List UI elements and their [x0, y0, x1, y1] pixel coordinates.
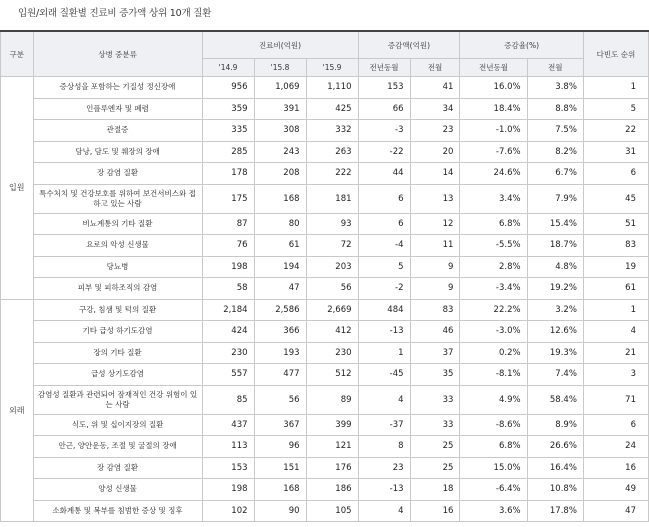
- table-body: [1, 77, 649, 522]
- cost-2015-08: 61: [254, 235, 306, 257]
- disease-name: 담낭, 담도 및 췌장의 장애: [33, 141, 202, 163]
- rate-mom: 26.6%: [527, 436, 583, 458]
- rate-mom: 15.4%: [527, 213, 583, 235]
- header-diff: 증감액(억원): [358, 31, 460, 59]
- diff-mom: 25: [410, 436, 460, 458]
- rate-yoy: 24.6%: [460, 163, 527, 185]
- diff-yoy: -2: [358, 278, 410, 300]
- table-row: [1, 98, 649, 120]
- cost-2015-09: 56: [306, 278, 358, 300]
- table-row: [1, 436, 649, 458]
- diff-mom: 83: [410, 299, 460, 321]
- cost-2015-08: 56: [254, 385, 306, 414]
- header-disease: 상병 중분류: [33, 31, 202, 77]
- diff-yoy: 4: [358, 500, 410, 522]
- table-row: [1, 213, 649, 235]
- group-label: 입원: [1, 77, 34, 300]
- frequency-rank: 31: [583, 141, 648, 163]
- cost-2014-09: 285: [202, 141, 254, 163]
- table-row: [1, 500, 649, 522]
- diff-yoy: 23: [358, 457, 410, 479]
- rate-yoy: 0.2%: [460, 342, 527, 364]
- rate-mom: 18.7%: [527, 235, 583, 257]
- disease-name: 기타 급성 하기도감염: [33, 321, 202, 343]
- disease-name: 장의 기타 질환: [33, 342, 202, 364]
- header-2014-09: '14.9: [202, 59, 254, 77]
- rate-mom: 58.4%: [527, 385, 583, 414]
- table-row: [1, 342, 649, 364]
- frequency-rank: 5: [583, 98, 648, 120]
- header-category: 구분: [1, 31, 34, 77]
- cost-2015-09: 512: [306, 364, 358, 386]
- cost-2015-09: 2,669: [306, 299, 358, 321]
- rate-mom: 16.4%: [527, 457, 583, 479]
- frequency-rank: 83: [583, 235, 648, 257]
- disease-name: 장 감염 질환: [33, 457, 202, 479]
- diff-mom: 25: [410, 457, 460, 479]
- disease-name: 피부 및 피하조직의 감염: [33, 278, 202, 300]
- rate-mom: 10.8%: [527, 479, 583, 501]
- cost-2015-08: 168: [254, 479, 306, 501]
- cost-2015-08: 80: [254, 213, 306, 235]
- diff-yoy: -13: [358, 321, 410, 343]
- cost-2014-09: 2,184: [202, 299, 254, 321]
- cost-2014-09: 175: [202, 184, 254, 213]
- cost-2015-08: 193: [254, 342, 306, 364]
- rate-mom: 17.8%: [527, 500, 583, 522]
- frequency-rank: 4: [583, 321, 648, 343]
- cost-2015-09: 263: [306, 141, 358, 163]
- frequency-rank: 19: [583, 256, 648, 278]
- diff-mom: 41: [410, 77, 460, 99]
- frequency-rank: 21: [583, 342, 648, 364]
- frequency-rank: 22: [583, 120, 648, 142]
- frequency-rank: 6: [583, 163, 648, 185]
- frequency-rank: 61: [583, 278, 648, 300]
- rate-mom: 8.2%: [527, 141, 583, 163]
- cost-2015-08: 1,069: [254, 77, 306, 99]
- cost-2014-09: 58: [202, 278, 254, 300]
- diff-mom: 34: [410, 98, 460, 120]
- rate-yoy: 2.8%: [460, 256, 527, 278]
- diff-yoy: -37: [358, 414, 410, 436]
- data-table-container: [0, 30, 649, 522]
- cost-2015-09: 1,110: [306, 77, 358, 99]
- frequency-rank: 49: [583, 479, 648, 501]
- diff-mom: 16: [410, 500, 460, 522]
- diff-mom: 46: [410, 321, 460, 343]
- rate-mom: 7.5%: [527, 120, 583, 142]
- header-rate-mom: 전월: [527, 59, 583, 77]
- cost-2015-08: 168: [254, 184, 306, 213]
- cost-2015-09: 399: [306, 414, 358, 436]
- rate-yoy: -3.4%: [460, 278, 527, 300]
- cost-2014-09: 153: [202, 457, 254, 479]
- table-row: [1, 479, 649, 501]
- table-row: [1, 256, 649, 278]
- diff-mom: 33: [410, 414, 460, 436]
- diff-yoy: 5: [358, 256, 410, 278]
- rate-yoy: 3.6%: [460, 500, 527, 522]
- rate-mom: 3.2%: [527, 299, 583, 321]
- diff-yoy: -22: [358, 141, 410, 163]
- rate-mom: 8.8%: [527, 98, 583, 120]
- diff-yoy: 6: [358, 213, 410, 235]
- rate-mom: 6.7%: [527, 163, 583, 185]
- disease-name: 양성 신생물: [33, 479, 202, 501]
- disease-name: 급성 상기도감염: [33, 364, 202, 386]
- cost-2014-09: 437: [202, 414, 254, 436]
- cost-2014-09: 956: [202, 77, 254, 99]
- rate-yoy: -3.0%: [460, 321, 527, 343]
- rate-yoy: -8.1%: [460, 364, 527, 386]
- cost-2014-09: 335: [202, 120, 254, 142]
- table-row: [1, 321, 649, 343]
- cost-2015-09: 203: [306, 256, 358, 278]
- diff-yoy: -45: [358, 364, 410, 386]
- rate-yoy: 15.0%: [460, 457, 527, 479]
- diff-mom: 13: [410, 184, 460, 213]
- header-rate: 증감율(%): [460, 31, 584, 59]
- frequency-rank: 16: [583, 457, 648, 479]
- disease-name: 관절증: [33, 120, 202, 142]
- cost-2014-09: 359: [202, 98, 254, 120]
- cost-2014-09: 424: [202, 321, 254, 343]
- rate-yoy: 16.0%: [460, 77, 527, 99]
- table-row: [1, 120, 649, 142]
- diff-mom: 20: [410, 141, 460, 163]
- diff-mom: 23: [410, 120, 460, 142]
- rate-mom: 12.6%: [527, 321, 583, 343]
- table-row: [1, 235, 649, 257]
- cost-2014-09: 198: [202, 256, 254, 278]
- cost-2015-09: 89: [306, 385, 358, 414]
- header-cost: 진료비(억원): [202, 31, 358, 59]
- frequency-rank: 1: [583, 299, 648, 321]
- disease-name: 당뇨병: [33, 256, 202, 278]
- cost-2015-09: 222: [306, 163, 358, 185]
- rate-yoy: -6.4%: [460, 479, 527, 501]
- diff-mom: 11: [410, 235, 460, 257]
- rate-mom: 7.4%: [527, 364, 583, 386]
- disease-name: 비뇨계통의 기타 질환: [33, 213, 202, 235]
- cost-2015-08: 90: [254, 500, 306, 522]
- cost-2015-08: 308: [254, 120, 306, 142]
- cost-2015-08: 47: [254, 278, 306, 300]
- frequency-rank: 3: [583, 364, 648, 386]
- disease-name: 감염성 질환과 관련되어 잠재적인 건강 위험이 있는 사람: [33, 385, 202, 414]
- cost-2015-09: 230: [306, 342, 358, 364]
- diff-yoy: -3: [358, 120, 410, 142]
- diff-yoy: 153: [358, 77, 410, 99]
- diff-mom: 35: [410, 364, 460, 386]
- diff-mom: 9: [410, 256, 460, 278]
- diff-yoy: 66: [358, 98, 410, 120]
- frequency-rank: 71: [583, 385, 648, 414]
- disease-name: 식도, 위 및 십이지장의 질환: [33, 414, 202, 436]
- frequency-rank: 24: [583, 436, 648, 458]
- cost-2014-09: 198: [202, 479, 254, 501]
- frequency-rank: 1: [583, 77, 648, 99]
- disease-name: 구강, 침샘 및 턱의 질환: [33, 299, 202, 321]
- header-2015-09: '15.9: [306, 59, 358, 77]
- cost-2015-08: 96: [254, 436, 306, 458]
- disease-name: 요로의 악성 신생물: [33, 235, 202, 257]
- cost-2014-09: 178: [202, 163, 254, 185]
- disease-name: 소화계통 및 복부를 침범한 증상 및 징후: [33, 500, 202, 522]
- rate-yoy: 4.9%: [460, 385, 527, 414]
- frequency-rank: 51: [583, 213, 648, 235]
- cost-2015-08: 194: [254, 256, 306, 278]
- table-row: [1, 184, 649, 213]
- header-rate-yoy: 전년동월: [460, 59, 527, 77]
- cost-2014-09: 85: [202, 385, 254, 414]
- cost-2014-09: 102: [202, 500, 254, 522]
- cost-2015-08: 366: [254, 321, 306, 343]
- rate-yoy: 6.8%: [460, 436, 527, 458]
- table-row: [1, 278, 649, 300]
- diff-yoy: 8: [358, 436, 410, 458]
- group-label: 외래: [1, 299, 34, 522]
- diff-mom: 14: [410, 163, 460, 185]
- rate-mom: 4.8%: [527, 256, 583, 278]
- rate-mom: 7.9%: [527, 184, 583, 213]
- rate-mom: 3.8%: [527, 77, 583, 99]
- cost-2015-09: 181: [306, 184, 358, 213]
- table-row: [1, 364, 649, 386]
- diff-yoy: 1: [358, 342, 410, 364]
- frequency-rank: 45: [583, 184, 648, 213]
- cost-2015-09: 176: [306, 457, 358, 479]
- frequency-rank: 6: [583, 414, 648, 436]
- disease-name: 증상성을 포함하는 기질성 정신장애: [33, 77, 202, 99]
- table-row: [1, 163, 649, 185]
- cost-2014-09: 230: [202, 342, 254, 364]
- cost-2015-09: 186: [306, 479, 358, 501]
- diff-yoy: -4: [358, 235, 410, 257]
- cost-2014-09: 87: [202, 213, 254, 235]
- cost-2015-08: 477: [254, 364, 306, 386]
- cost-2015-08: 2,586: [254, 299, 306, 321]
- rate-yoy: 3.4%: [460, 184, 527, 213]
- disease-name: 안근, 양안운동, 조절 및 굴절의 장애: [33, 436, 202, 458]
- diff-mom: 37: [410, 342, 460, 364]
- diff-mom: 9: [410, 278, 460, 300]
- header-2015-08: '15.8: [254, 59, 306, 77]
- rate-yoy: 6.8%: [460, 213, 527, 235]
- table-row: [1, 385, 649, 414]
- cost-2014-09: 557: [202, 364, 254, 386]
- cost-2015-09: 93: [306, 213, 358, 235]
- rate-mom: 19.3%: [527, 342, 583, 364]
- header-diff-yoy: 전년동월: [358, 59, 410, 77]
- cost-2015-08: 243: [254, 141, 306, 163]
- rate-yoy: -5.5%: [460, 235, 527, 257]
- rate-yoy: 18.4%: [460, 98, 527, 120]
- diff-yoy: 4: [358, 385, 410, 414]
- disease-name: 특수처치 및 건강보호를 위하여 보건서비스와 접하고 있는 사람: [33, 184, 202, 213]
- table-row: [1, 141, 649, 163]
- cost-2015-09: 412: [306, 321, 358, 343]
- table-row: [1, 457, 649, 479]
- cost-2015-09: 332: [306, 120, 358, 142]
- cost-2015-09: 121: [306, 436, 358, 458]
- cost-2015-09: 105: [306, 500, 358, 522]
- diff-yoy: 44: [358, 163, 410, 185]
- cost-2015-08: 151: [254, 457, 306, 479]
- cost-2014-09: 113: [202, 436, 254, 458]
- disease-cost-table: [0, 30, 649, 522]
- table-row: [1, 414, 649, 436]
- table-row: [1, 77, 649, 99]
- cost-2015-09: 425: [306, 98, 358, 120]
- disease-name: 인플루엔자 및 폐렴: [33, 98, 202, 120]
- diff-mom: 33: [410, 385, 460, 414]
- cost-2015-08: 367: [254, 414, 306, 436]
- cost-2015-09: 72: [306, 235, 358, 257]
- page-title: 입원/외래 질환별 진료비 증가액 상위 10개 질환: [18, 8, 212, 19]
- frequency-rank: 47: [583, 500, 648, 522]
- diff-mom: 12: [410, 213, 460, 235]
- diff-mom: 18: [410, 479, 460, 501]
- diff-yoy: 484: [358, 299, 410, 321]
- rate-yoy: -1.0%: [460, 120, 527, 142]
- rate-yoy: 22.2%: [460, 299, 527, 321]
- header-diff-mom: 전월: [410, 59, 460, 77]
- cost-2015-08: 208: [254, 163, 306, 185]
- rate-yoy: -8.6%: [460, 414, 527, 436]
- diff-yoy: -13: [358, 479, 410, 501]
- disease-name: 장 감염 질환: [33, 163, 202, 185]
- header-rank: 다빈도 순위: [583, 31, 648, 77]
- cost-2015-08: 391: [254, 98, 306, 120]
- rate-yoy: -7.6%: [460, 141, 527, 163]
- rate-mom: 8.9%: [527, 414, 583, 436]
- diff-yoy: 6: [358, 184, 410, 213]
- rate-mom: 19.2%: [527, 278, 583, 300]
- table-row: [1, 299, 649, 321]
- cost-2014-09: 76: [202, 235, 254, 257]
